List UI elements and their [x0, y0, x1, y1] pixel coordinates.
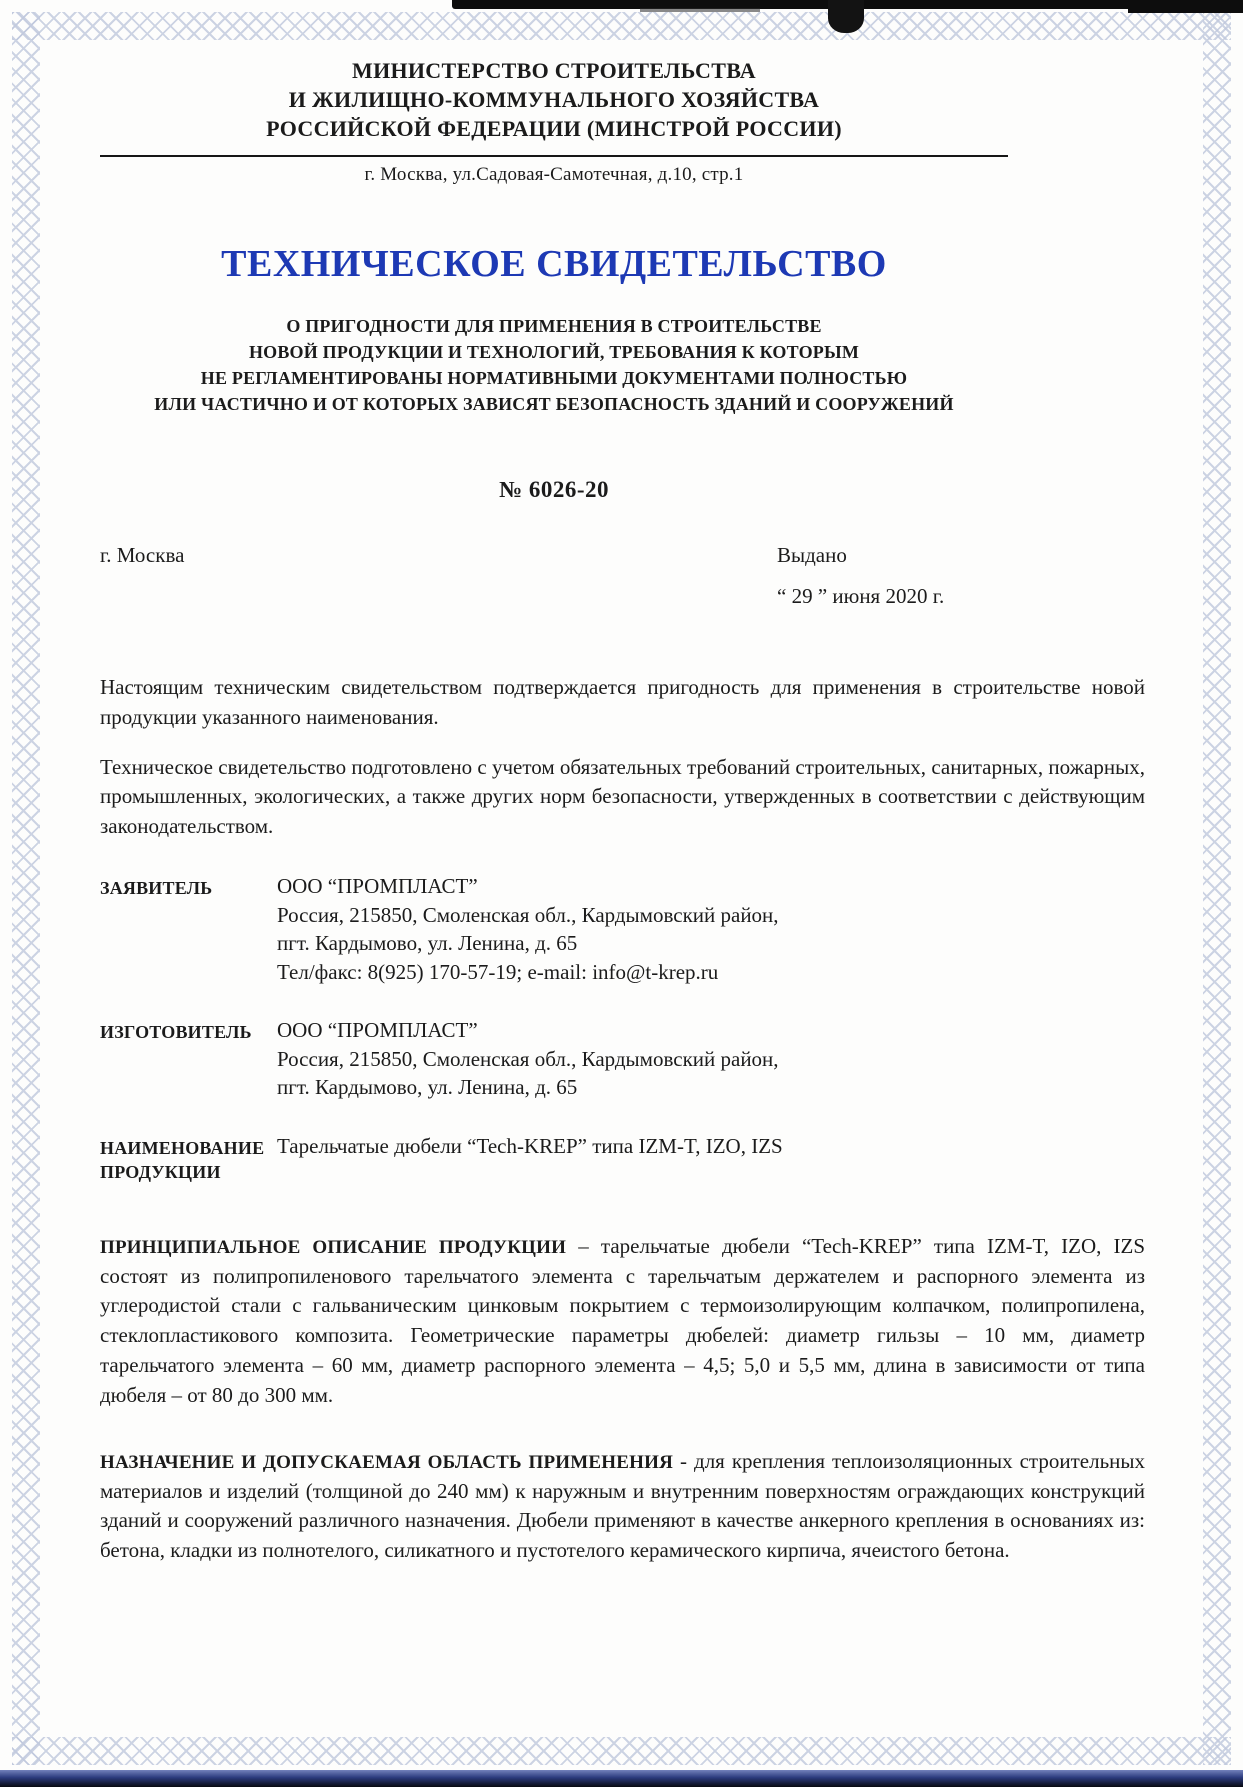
document-subtitle [100, 313, 1008, 417]
purpose-heading: НАЗНАЧЕНИЕ И ДОПУСКАЕМАЯ ОБЛАСТЬ ПРИМЕНЕНИЯ [100, 1451, 674, 1473]
manufacturer-value [277, 1016, 779, 1102]
applicant-value [277, 872, 779, 986]
product-name-value [277, 1132, 783, 1184]
certificate-number: № 6026-20 [498, 477, 610, 502]
manufacturer-line-3: пгт. Кардымово, ул. Ленина, д. 65 [277, 1075, 578, 1100]
issued-label: Выдано [777, 543, 847, 567]
ministry-line-1: МИНИСТЕРСТВО СТРОИТЕЛЬСТВА [352, 58, 756, 83]
purpose-text: - для крепления теплоизоляционных строительных материалов и изделий (толщиной до 240 мм) к наружным и внутренним поверхностям ограждающих конструкций зданий и сооружений различного назначения. Дюбели применяют в качестве анкерного крепления в основаниях из: бетона, кладки из полнотелого, силикатного и пустотелого керамического кирпича, ячеистого бетона. [100, 1448, 1145, 1563]
issued-date: “ 29 ” июня 2020 г. [777, 584, 945, 608]
document-title: ТЕХНИЧЕСКОЕ СВИДЕТЕЛЬСТВО [221, 243, 887, 285]
subtitle-line-2: НОВОЙ ПРОДУКЦИИ И ТЕХНОЛОГИЙ, ТРЕБОВАНИЯ К КОТОРЫМ [248, 342, 860, 362]
applicant-label: ЗАЯВИТЕЛЬ [100, 878, 213, 899]
scan-artifact-top-right [1128, 0, 1243, 13]
applicant-line-3: пгт. Кардымово, ул. Ленина, д. 65 [277, 931, 578, 956]
product-name-label: НАИМЕНОВАНИЕ ПРОДУКЦИИ [100, 1137, 265, 1182]
manufacturer-label: ИЗГОТОВИТЕЛЬ [100, 1022, 252, 1043]
issue-block [777, 543, 1145, 609]
description-paragraph [100, 1232, 1145, 1411]
field-applicant [100, 872, 1145, 986]
subtitle-line-3: НЕ РЕГЛАМЕНТИРОВАНЫ НОРМАТИВНЫМИ ДОКУМЕНТАМИ ПОЛНОСТЬЮ [200, 368, 908, 388]
city-issue-row [100, 543, 1145, 609]
ministry-header [100, 56, 1008, 157]
scan-artifact-top-blob [828, 0, 864, 33]
document-content [100, 56, 1145, 1566]
border-pattern-top [12, 12, 1231, 40]
applicant-line-4: Тел/факс: 8(925) 170-57-19; e-mail: info@t-krep.ru [277, 959, 719, 984]
manufacturer-line-2: Россия, 215850, Смоленская обл., Кардымовский район, [277, 1046, 779, 1071]
description-heading: ПРИНЦИПИАЛЬНОЕ ОПИСАНИЕ ПРОДУКЦИИ [100, 1236, 567, 1258]
fields-section [100, 872, 1145, 1184]
product-name-line-1: Тарельчатые дюбели “Tech-KREP” типа IZM-T, IZO, IZS [277, 1133, 783, 1158]
border-pattern-bottom [12, 1737, 1231, 1765]
border-pattern-right [1203, 12, 1231, 1765]
intro-paragraph-2: Техническое свидетельство подготовлено с учетом обязательных требований строительных, санитарных, пожарных, промышленных, экологических, а также других норм безопасности, утвержденных в соответствии с действующим законодательством. [100, 754, 1145, 839]
scan-artifact-bottom-strip [0, 1770, 1243, 1787]
purpose-paragraph [100, 1447, 1145, 1566]
issue-city: г. Москва [100, 543, 185, 567]
intro-paragraph-1: Настоящим техническим свидетельством подтверждается пригодность для применения в строительстве новой продукции указанного наименования. [100, 675, 1145, 729]
field-product-name [100, 1132, 1145, 1184]
subtitle-line-1: О ПРИГОДНОСТИ ДЛЯ ПРИМЕНЕНИЯ В СТРОИТЕЛЬСТВЕ [286, 316, 822, 336]
ministry-line-2: И ЖИЛИЩНО-КОММУНАЛЬНОГО ХОЗЯЙСТВА [288, 87, 820, 112]
applicant-line-1: ООО “ПРОМПЛАСТ” [277, 874, 478, 899]
ministry-address: г. Москва, ул.Садовая-Самотечная, д.10, стр.1 [364, 164, 744, 185]
scan-artifact-top-smear [640, 8, 760, 12]
description-text: – тарельчатые дюбели “Tech-KREP” типа IZM-T, IZO, IZS состоят из полипропиленового тарельчатого элемента с тарельчатым держателем и распорного элемента из углеродистой стали с гальваническим цинковым покрытием с термоизолирующим колпачком, полипропилена, стеклопластикового композита. Геометрические параметры дюбелей: диаметр гильзы – 10 мм, диаметр тарельчатого элемента – 60 мм, диаметр распорного элемента – 4,5; 5,0 и 5,5 мм, длина в зависимости от типа дюбеля – от 80 до 300 мм. [100, 1233, 1145, 1407]
field-manufacturer [100, 1016, 1145, 1102]
applicant-line-2: Россия, 215850, Смоленская обл., Кардымовский район, [277, 902, 779, 927]
scan-artifact-top-bar [452, 0, 1142, 9]
subtitle-line-4: ИЛИ ЧАСТИЧНО И ОТ КОТОРЫХ ЗАВИСЯТ БЕЗОПАСНОСТЬ ЗДАНИЙ И СООРУЖЕНИЙ [154, 394, 954, 414]
ministry-line-3: РОССИЙСКОЙ ФЕДЕРАЦИИ (МИНСТРОЙ РОССИИ) [266, 116, 842, 141]
manufacturer-line-1: ООО “ПРОМПЛАСТ” [277, 1018, 478, 1043]
border-pattern-left [12, 12, 40, 1765]
